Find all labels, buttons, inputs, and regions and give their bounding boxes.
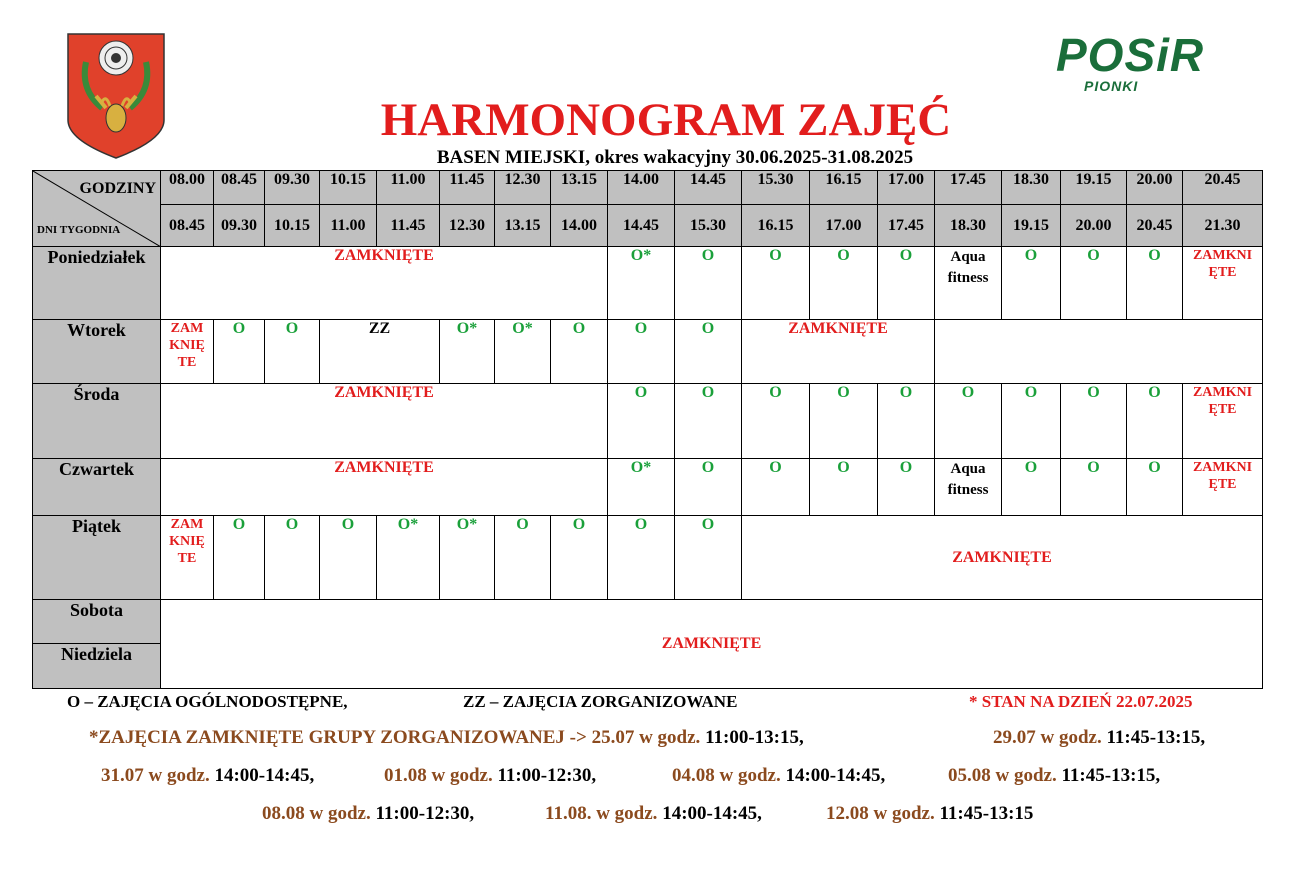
legend-open: O – ZAJĘCIA OGÓLNODOSTĘPNE, — [67, 692, 348, 711]
cell-open-star: O* — [377, 516, 440, 600]
cell-open-star: O* — [440, 516, 495, 600]
logo-main-text: POSiR — [1056, 29, 1205, 81]
day-thursday: Czwartek — [33, 459, 161, 516]
note-hours: 14:00-14:45, — [785, 765, 886, 786]
corner-hours-label: GODZINY — [79, 180, 156, 197]
note-intro: *ZAJĘCIA ZAMKNIĘTE GRUPY ZORGANIZOWANEJ -> 25.07 w godz. — [89, 727, 701, 748]
cell-open: O — [551, 320, 608, 384]
cell-open: O — [742, 247, 810, 320]
cell-empty — [935, 320, 1263, 384]
time-end: 10.15 — [265, 205, 320, 247]
day-monday: Poniedziałek — [33, 247, 161, 320]
note-date: 12.08 w godz. — [826, 803, 935, 824]
cell-open: O — [1002, 247, 1061, 320]
note-line-3c — [826, 803, 1033, 825]
cell-open: O — [1061, 459, 1127, 516]
cell-open-star: O* — [495, 320, 551, 384]
cell-open: O — [878, 459, 935, 516]
legend-organized: ZZ – ZAJĘCIA ZORGANIZOWANE — [463, 692, 738, 711]
cell-closed: ZAMKNIĘTE — [161, 384, 608, 459]
note-hours: 11:00-12:30, — [375, 803, 475, 824]
time-start-row — [33, 171, 1263, 205]
cell-closed: ZAMKNI ĘTE — [1183, 384, 1263, 459]
cell-open: O — [1127, 384, 1183, 459]
cell-closed: ZAM KNIĘ TE — [161, 320, 214, 384]
cell-closed: ZAMKNIĘTE — [742, 516, 1263, 600]
day-wednesday: Środa — [33, 384, 161, 459]
note-hours: 14:00-14:45, — [662, 803, 762, 824]
note-hours: 14:00-14:45, — [214, 765, 315, 786]
cell-open-star: O* — [440, 320, 495, 384]
note-date: 29.07 w godz. — [993, 727, 1102, 748]
time-end: 08.45 — [161, 205, 214, 247]
cell-open: O — [675, 320, 742, 384]
time-start: 14.45 — [675, 171, 742, 205]
time-end: 13.15 — [495, 205, 551, 247]
cell-open: O — [810, 247, 878, 320]
time-start: 11.45 — [440, 171, 495, 205]
cell-open: O — [608, 384, 675, 459]
time-start: 15.30 — [742, 171, 810, 205]
posir-logo — [1050, 29, 1205, 100]
time-start: 13.15 — [551, 171, 608, 205]
time-start: 19.15 — [1061, 171, 1127, 205]
time-end: 18.30 — [935, 205, 1002, 247]
schedule-table — [32, 170, 1263, 689]
cell-open: O — [878, 384, 935, 459]
time-end: 11.45 — [377, 205, 440, 247]
note-line-1b — [993, 727, 1205, 749]
cell-aqua-fitness: Aqua fitness — [935, 247, 1002, 320]
cell-closed: ZAMKNI ĘTE — [1183, 247, 1263, 320]
time-start: 20.00 — [1127, 171, 1183, 205]
cell-open-star: O* — [608, 459, 675, 516]
cell-open: O — [214, 320, 265, 384]
note-hours: 11:45-13:15, — [1106, 727, 1206, 748]
cell-open: O — [878, 247, 935, 320]
note-date: 05.08 w godz. — [948, 765, 1057, 786]
day-friday: Piątek — [33, 516, 161, 600]
time-end: 15.30 — [675, 205, 742, 247]
corner-days-label: DNI TYGODNIA — [37, 224, 121, 236]
cell-open-star: O* — [608, 247, 675, 320]
note-line-2c — [672, 765, 885, 787]
note-line-2b — [384, 765, 596, 787]
cell-open: O — [265, 320, 320, 384]
time-end: 12.30 — [440, 205, 495, 247]
time-start: 16.15 — [810, 171, 878, 205]
note-date: 04.08 w godz. — [672, 765, 781, 786]
note-date: 08.08 w godz. — [262, 803, 371, 824]
cell-closed: ZAMKNI ĘTE — [1183, 459, 1263, 516]
time-start: 09.30 — [265, 171, 320, 205]
cell-open: O — [810, 459, 878, 516]
cell-open: O — [608, 516, 675, 600]
cell-open: O — [214, 516, 265, 600]
time-start: 12.30 — [495, 171, 551, 205]
note-date: 31.07 w godz. — [101, 765, 210, 786]
time-start: 11.00 — [377, 171, 440, 205]
cell-open: O — [608, 320, 675, 384]
time-end: 20.45 — [1127, 205, 1183, 247]
note-date: 11.08. w godz. — [545, 803, 658, 824]
cell-open: O — [1127, 247, 1183, 320]
time-end: 19.15 — [1002, 205, 1061, 247]
cell-aqua-fitness: Aqua fitness — [935, 459, 1002, 516]
time-start: 17.00 — [878, 171, 935, 205]
row-wednesday — [33, 384, 1263, 459]
cell-open: O — [1061, 384, 1127, 459]
page-subtitle: BASEN MIEJSKI, okres wakacyjny 30.06.2025-31.08.2025 — [436, 147, 914, 168]
time-end: 11.00 — [320, 205, 377, 247]
table-corner — [33, 171, 161, 247]
cell-open: O — [1127, 459, 1183, 516]
time-end: 20.00 — [1061, 205, 1127, 247]
cell-open: O — [1061, 247, 1127, 320]
cell-open: O — [675, 247, 742, 320]
note-line-1 — [89, 727, 804, 749]
cell-open: O — [1002, 459, 1061, 516]
cell-open: O — [265, 516, 320, 600]
time-start: 08.00 — [161, 171, 214, 205]
cell-open: O — [1002, 384, 1061, 459]
cell-open: O — [935, 384, 1002, 459]
day-sunday: Niedziela — [33, 644, 161, 689]
row-tuesday — [33, 320, 1263, 384]
day-saturday: Sobota — [33, 600, 161, 644]
note-date: 01.08 w godz. — [384, 765, 493, 786]
page-title: HARMONOGRAM ZAJĘĆ — [380, 94, 952, 146]
cell-closed: ZAMKNIĘTE — [161, 247, 608, 320]
row-monday — [33, 247, 1263, 320]
note-hours: 11:00-12:30, — [497, 765, 597, 786]
note-hours: 11:45-13:15 — [939, 803, 1034, 824]
cell-open: O — [551, 516, 608, 600]
cell-closed: ZAM KNIĘ TE — [161, 516, 214, 600]
cell-closed: ZAMKNIĘTE — [161, 459, 608, 516]
time-start: 20.45 — [1183, 171, 1263, 205]
cell-closed: ZAMKNIĘTE — [742, 320, 935, 384]
note-hours: 11:00-13:15, — [705, 727, 804, 748]
note-line-3b — [545, 803, 762, 825]
cell-open: O — [320, 516, 377, 600]
cell-open: O — [675, 384, 742, 459]
time-start: 18.30 — [1002, 171, 1061, 205]
day-tuesday: Wtorek — [33, 320, 161, 384]
row-friday — [33, 516, 1263, 600]
note-line-2d — [948, 765, 1160, 787]
time-end: 17.00 — [810, 205, 878, 247]
row-thursday — [33, 459, 1263, 516]
note-hours: 11:45-13:15, — [1061, 765, 1161, 786]
note-line-2a — [101, 765, 314, 787]
time-end-row — [33, 205, 1263, 247]
time-start: 17.45 — [935, 171, 1002, 205]
time-end: 14.45 — [608, 205, 675, 247]
time-end: 14.00 — [551, 205, 608, 247]
cell-open: O — [675, 459, 742, 516]
note-line-3a — [262, 803, 474, 825]
row-saturday — [33, 600, 1263, 644]
cell-open: O — [742, 459, 810, 516]
logo-sub-text: PIONKI — [1084, 78, 1139, 94]
time-start: 08.45 — [214, 171, 265, 205]
time-start: 14.00 — [608, 171, 675, 205]
time-end: 09.30 — [214, 205, 265, 247]
cell-closed-weekend: ZAMKNIĘTE — [161, 600, 1263, 689]
time-start: 10.15 — [320, 171, 377, 205]
cell-open: O — [495, 516, 551, 600]
legend-status-date: * STAN NA DZIEŃ 22.07.2025 — [969, 692, 1193, 711]
cell-open: O — [742, 384, 810, 459]
cell-open: O — [675, 516, 742, 600]
cell-organized: ZZ — [320, 320, 440, 384]
cell-open: O — [810, 384, 878, 459]
time-end: 16.15 — [742, 205, 810, 247]
time-end: 21.30 — [1183, 205, 1263, 247]
time-end: 17.45 — [878, 205, 935, 247]
